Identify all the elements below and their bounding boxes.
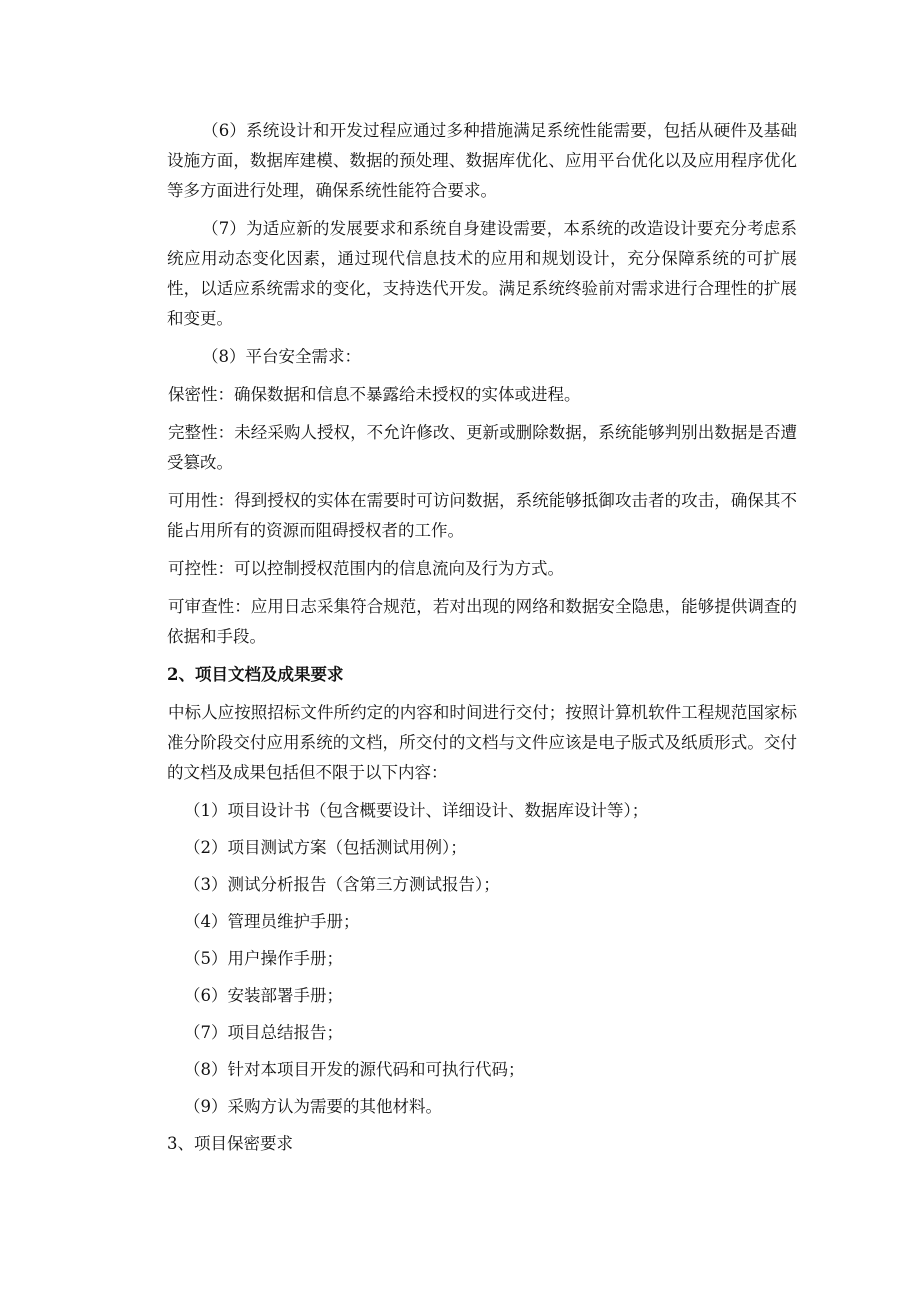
paragraph-integrity: 完整性：未经采购人授权，不允许修改、更新或删除数据，系统能够判别出数据是否遭受篡改。	[167, 423, 797, 472]
section-3-heading: 3、项目保密要求	[167, 1134, 293, 1153]
list-item: （4）管理员维护手册；	[184, 912, 360, 931]
list-item: （2）项目测试方案（包括测试用例）；	[184, 838, 467, 857]
deliverables-list	[167, 796, 797, 1122]
paragraph-controllability: 可控性：可以控制授权范围内的信息流向及行为方式。	[168, 559, 564, 578]
paragraph-item-6: （6）系统设计和开发过程应通过多种措施满足系统性能需要，包括从硬件及基础设施方面，数据库建模、数据的预处理、数据库优化、应用平台优化以及应用程序优化等多方面进行处理，确保系统性能符合要求。	[167, 121, 797, 200]
list-item: （1）项目设计书（包含概要设计、详细设计、数据库设计等）；	[184, 801, 649, 820]
paragraph-availability: 可用性：得到授权的实体在需要时可访问数据，系统能够抵御攻击者的攻击，确保其不能占用所有的资源而阻碍授权者的工作。	[167, 491, 797, 540]
section-2-heading: 2、项目文档及成果要求	[167, 665, 344, 684]
list-item: （6）安装部署手册；	[184, 986, 343, 1005]
paragraph-item-8: （8）平台安全需求：	[202, 347, 361, 366]
list-item: （7）项目总结报告；	[184, 1023, 343, 1042]
document-body	[167, 116, 797, 1167]
paragraph-auditability: 可审查性：应用日志采集符合规范，若对出现的网络和数据安全隐患，能够提供调查的依据和手段。	[167, 597, 797, 646]
paragraph-confidentiality: 保密性：确保数据和信息不暴露给未授权的实体或进程。	[168, 385, 581, 404]
section-2-intro: 中标人应按照招标文件所约定的内容和时间进行交付；按照计算机软件工程规范国家标准分阶段交付应用系统的文档，所交付的文档与文件应该是电子版式及纸质形式。交付的文档及成果包括但不限于以下内容：	[167, 703, 797, 782]
paragraph-item-7: （7）为适应新的发展要求和系统自身建设需要，本系统的改造设计要充分考虑系统应用动态变化因素，通过现代信息技术的应用和规划设计，充分保障系统的可扩展性，以适应系统需求的变化，支持迭代开发。满足系统终验前对需求进行合理性的扩展和变更。	[167, 219, 797, 328]
list-item: （9）采购方认为需要的其他材料。	[184, 1097, 442, 1116]
list-item: （3）测试分析报告（含第三方测试报告）；	[184, 875, 500, 894]
list-item: （5）用户操作手册；	[184, 949, 343, 968]
list-item: （8）针对本项目开发的源代码和可执行代码；	[184, 1060, 525, 1079]
